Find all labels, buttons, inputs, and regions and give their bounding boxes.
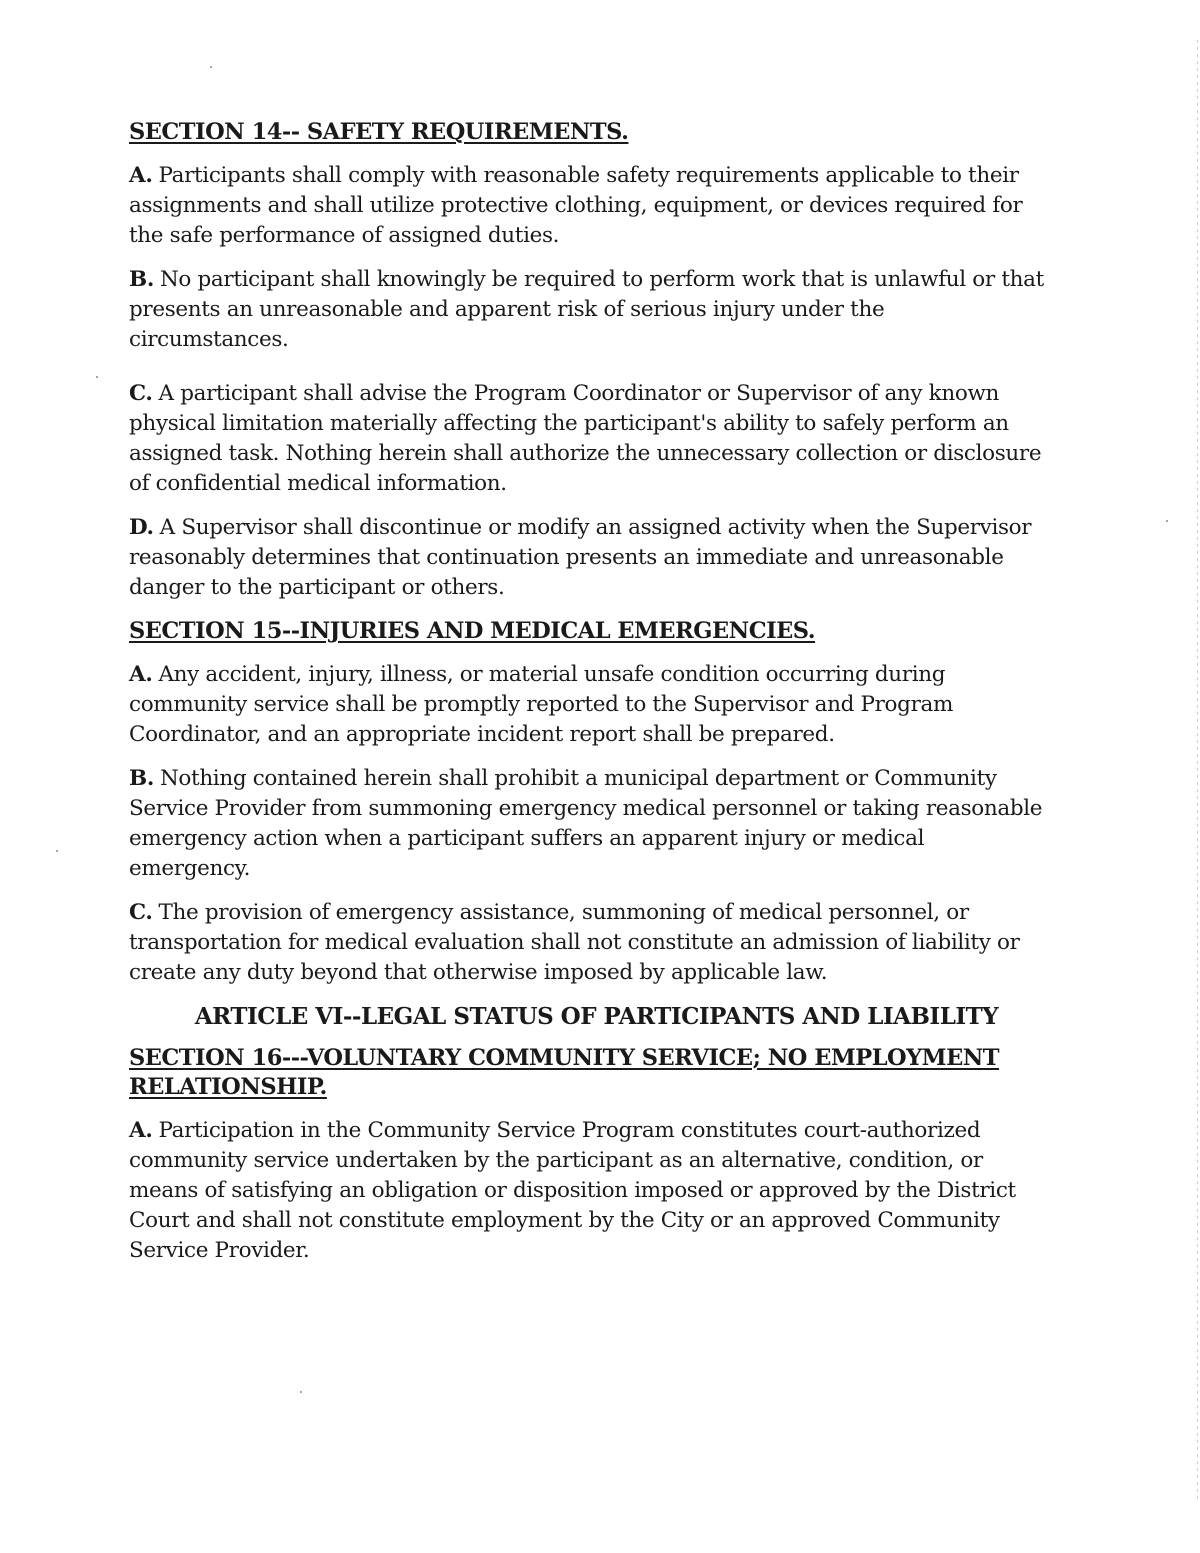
section-15-heading: SECTION 15--INJURIES AND MEDICAL EMERGENCIES. xyxy=(129,618,816,644)
article-6-heading: ARTICLE VI--LEGAL STATUS OF PARTICIPANTS AND LIABILITY xyxy=(194,1003,999,1030)
para-letter: B. xyxy=(129,267,154,292)
section-16-para-a xyxy=(129,1116,1049,1266)
section-15-para-a xyxy=(129,660,1049,750)
para-text: Participants shall comply with reasonable safety requirements applicable to their assignments and shall utilize protective clothing, equipment, or devices required for the safe performance of assigned duties. xyxy=(129,163,1023,248)
section-14-para-d xyxy=(129,513,1049,603)
para-letter: A. xyxy=(129,662,153,687)
para-text: Nothing contained herein shall prohibit a municipal department or Community Service Provider from summoning emergency medical personnel or taking reasonable emergency action when a participant suffers an apparent injury or medical emergency. xyxy=(129,766,1043,881)
section-16-heading: SECTION 16---VOLUNTARY COMMUNITY SERVICE; NO EMPLOYMENT RELATIONSHIP. xyxy=(129,1045,1000,1100)
section-14-heading: SECTION 14-- SAFETY REQUIREMENTS. xyxy=(129,119,629,145)
para-text: No participant shall knowingly be required to perform work that is unlawful or that presents an unreasonable and apparent risk of serious injury under the circumstances. xyxy=(129,267,1044,352)
para-text: The provision of emergency assistance, summoning of medical personnel, or transportation for medical evaluation shall not constitute an admission of liability or create any duty beyond that otherwise imposed by applicable law. xyxy=(129,900,1020,985)
para-letter: D. xyxy=(129,515,154,540)
section-15-para-b xyxy=(129,764,1049,884)
scan-speck xyxy=(300,1391,302,1393)
para-text: A Supervisor shall discontinue or modify an assigned activity when the Supervisor reasonably determines that continuation presents an immediate and unreasonable danger to the participant or others. xyxy=(129,515,1032,600)
para-letter: B. xyxy=(129,766,154,791)
para-letter: A. xyxy=(129,163,153,188)
section-15-para-c xyxy=(129,898,1049,988)
document-body xyxy=(129,118,1049,1280)
scan-speck xyxy=(1166,520,1168,522)
para-text: Any accident, injury, illness, or material unsafe condition occurring during community service shall be promptly reported to the Supervisor and Program Coordinator, and an appropriate incident report shall be prepared. xyxy=(129,662,954,747)
scan-edge-line xyxy=(1197,40,1198,1500)
para-letter: C. xyxy=(129,900,153,925)
para-letter: C. xyxy=(129,381,153,406)
section-14-para-c xyxy=(129,379,1049,499)
para-letter: A. xyxy=(129,1118,153,1143)
scan-speck xyxy=(96,376,98,378)
section-14-para-a xyxy=(129,161,1049,251)
para-text: A participant shall advise the Program Coordinator or Supervisor of any known physical limitation materially affecting the participant's ability to safely perform an assigned task. Nothing herein shall authorize the unnecessary collection or disclosure of confidential medical information. xyxy=(129,381,1042,496)
scan-speck xyxy=(210,66,212,68)
section-14-para-b xyxy=(129,265,1049,355)
para-text: Participation in the Community Service Program constitutes court-authorized community service undertaken by the participant as an alternative, condition, or means of satisfying an obligation or disposition imposed or approved by the District Court and shall not constitute employment by the City or an approved Community Service Provider. xyxy=(129,1118,1016,1263)
scan-speck xyxy=(56,850,58,852)
